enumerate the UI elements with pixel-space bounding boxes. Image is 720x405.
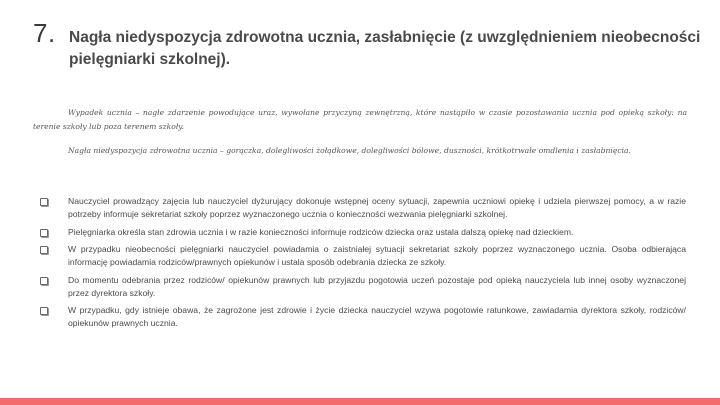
list-item-text: Pielęgniarka określa stan zdrowia ucznia i w razie konieczności informuje rodziców dziecka oraz ustala dalszą opiekę nad dzieckiem. — [68, 226, 574, 237]
list-item-text: W przypadku nieobecności pielęgniarki nauczyciel powiadamia o zaistniałej sytuacji sekretariat szkoły poprzez wyznaczonego ucznia. Osoba odbierająca informację powiadamia rodziców/prawnych opiekunów i ustala sposób odebrania dziecka ze szkoły. — [68, 244, 686, 267]
square-bullet-icon — [40, 246, 48, 254]
list-item-text: Nauczyciel prowadzący zajęcia lub nauczyciel dyżurujący dokonuje wstępnej oceny sytuacji, zapewnia uczniowi opiekę i udziela pierwszej pomocy, a w razie potrzeby informuje sekretariat szkoły poprzez wyznaczonego ucznia o konieczności wezwania pielęgniarki szkolnej. — [68, 196, 686, 219]
list-item — [40, 195, 686, 221]
list-item — [40, 226, 686, 239]
square-bullet-icon — [40, 307, 48, 315]
accent-bottom-bar — [0, 398, 720, 405]
slide-title: Nagła niedyspozycja zdrowotna ucznia, zasłabnięcie (z uwzględnieniem nieobecności pielęgniarki szkolnej). — [69, 29, 701, 68]
list-item — [40, 243, 686, 269]
definition-indisposition: Nagła niedyspozycja zdrowotna ucznia – gorączka, dolegliwości żołądkowe, dolegliwości bólowe, duszności, krótkotrwałe omdlenia i zasłabnięcia. — [68, 146, 631, 155]
square-bullet-icon — [40, 198, 48, 206]
square-bullet-icon — [40, 277, 48, 285]
list-item-text: W przypadku, gdy istnieje obawa, że zagrożone jest zdrowie i życie dziecka nauczyciel wzywa pogotowie ratunkowe, zawiadamia dyrektora szkoły, rodziców/ opiekunów prawnych ucznia. — [68, 305, 686, 328]
list-item — [40, 274, 686, 300]
list-item-text: Do momentu odebrania przez rodziców/ opiekunów prawnych lub przyjazdu pogotowia uczeń pozostaje pod opieką nauczyciela lub innej osoby wyznaczonej przez dyrektora szkoły. — [68, 274, 686, 298]
list-item — [40, 304, 686, 330]
definition-accident: Wypadek ucznia – nagłe zdarzenie powodujące uraz, wywołane przyczyną zewnętrzną, które nastąpiło w czasie pozostawania ucznia pod opieką szkoły: na terenie szkoły lub poza terenem szkoły. — [33, 108, 687, 131]
slide-number: 7. — [33, 18, 56, 48]
square-bullet-icon — [40, 229, 48, 237]
procedure-list — [40, 195, 686, 335]
definitions — [33, 106, 687, 168]
